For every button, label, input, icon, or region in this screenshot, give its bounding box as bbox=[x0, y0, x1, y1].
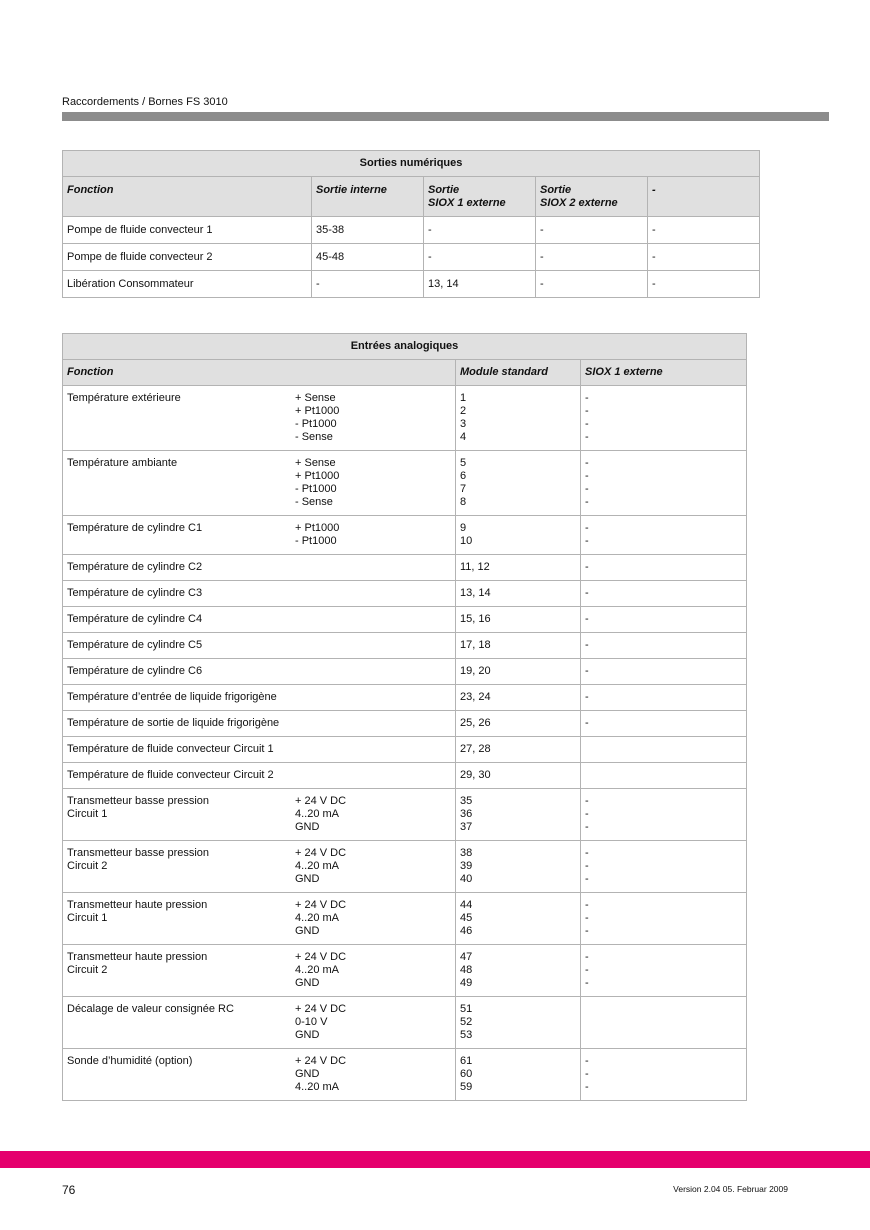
table-row bbox=[63, 633, 747, 659]
signal-line: GND bbox=[295, 873, 320, 885]
label-line: Température de sortie de liquide frigorigène bbox=[67, 717, 280, 729]
module-cell bbox=[456, 711, 581, 737]
terminal-line: 35 bbox=[460, 795, 473, 807]
function-cell bbox=[63, 516, 456, 555]
function-layout bbox=[67, 1003, 451, 1042]
function-label bbox=[67, 691, 295, 704]
module-cell bbox=[456, 945, 581, 997]
terminal-line: - bbox=[585, 522, 589, 534]
terminal-line: 4 bbox=[460, 431, 467, 443]
column-header bbox=[63, 177, 312, 217]
terminal-line: - bbox=[585, 964, 589, 976]
label-line: Circuit 1 bbox=[67, 912, 108, 924]
function-layout bbox=[67, 392, 451, 444]
digital-outputs-table bbox=[62, 150, 760, 298]
header-line: SIOX 2 externe bbox=[540, 197, 618, 209]
table-row bbox=[63, 945, 747, 997]
terminal-line: 6 bbox=[460, 470, 467, 482]
signal-line: - Sense bbox=[295, 431, 333, 443]
terminal-line: - bbox=[585, 431, 589, 443]
terminal-line: - bbox=[585, 795, 589, 807]
module-cell bbox=[456, 763, 581, 789]
header-line: Fonction bbox=[67, 184, 114, 196]
function-cell bbox=[63, 893, 456, 945]
terminal-line: 47 bbox=[460, 951, 473, 963]
signal-line: GND bbox=[295, 1029, 320, 1041]
function-layout bbox=[67, 743, 451, 756]
table-cell: - bbox=[312, 271, 424, 298]
siox-cell bbox=[581, 1049, 747, 1101]
terminal-line: - bbox=[585, 457, 589, 469]
siox-cell bbox=[581, 841, 747, 893]
table-row bbox=[63, 737, 747, 763]
function-cell bbox=[63, 997, 456, 1049]
table-row bbox=[63, 763, 747, 789]
terminal-line: 27, 28 bbox=[460, 743, 491, 755]
function-label bbox=[67, 587, 295, 600]
siox-cell bbox=[581, 685, 747, 711]
signal-line: + Pt1000 bbox=[295, 405, 340, 417]
table-cell: - bbox=[536, 271, 648, 298]
terminal-line: 23, 24 bbox=[460, 691, 491, 703]
function-label bbox=[67, 613, 295, 626]
signal-line: + Sense bbox=[295, 457, 336, 469]
terminal-line: 60 bbox=[460, 1068, 473, 1080]
function-cell bbox=[63, 386, 456, 451]
signal-line: GND bbox=[295, 977, 320, 989]
column-header bbox=[648, 177, 760, 217]
signal-line: - Pt1000 bbox=[295, 535, 337, 547]
terminal-line: 49 bbox=[460, 977, 473, 989]
siox-cell bbox=[581, 555, 747, 581]
terminal-line: - bbox=[585, 847, 589, 859]
table-row bbox=[63, 607, 747, 633]
siox-cell bbox=[581, 997, 747, 1049]
table-row bbox=[63, 217, 760, 244]
table-row bbox=[63, 685, 747, 711]
terminal-line: 52 bbox=[460, 1016, 473, 1028]
terminal-line: 29, 30 bbox=[460, 769, 491, 781]
terminal-line: 37 bbox=[460, 821, 473, 833]
terminal-line: 25, 26 bbox=[460, 717, 491, 729]
siox-cell bbox=[581, 737, 747, 763]
table-cell: Libération Consommateur bbox=[63, 271, 312, 298]
label-line: Température extérieure bbox=[67, 392, 181, 404]
terminal-line: 5 bbox=[460, 457, 467, 469]
table-row bbox=[63, 451, 747, 516]
table-cell: - bbox=[536, 244, 648, 271]
column-header bbox=[536, 177, 648, 217]
table-row bbox=[63, 789, 747, 841]
terminal-line: 61 bbox=[460, 1055, 473, 1067]
signal-line: 4..20 mA bbox=[295, 964, 340, 976]
terminal-line: 53 bbox=[460, 1029, 473, 1041]
terminal-line: - bbox=[585, 860, 589, 872]
module-cell bbox=[456, 737, 581, 763]
table-cell: - bbox=[536, 217, 648, 244]
header-line: Sortie interne bbox=[316, 184, 387, 196]
module-cell bbox=[456, 789, 581, 841]
page-header-title: Raccordements / Bornes FS 3010 bbox=[62, 96, 228, 108]
terminal-line: - bbox=[585, 1081, 589, 1093]
signal-line: GND bbox=[295, 821, 320, 833]
module-cell bbox=[456, 386, 581, 451]
table-cell: 45-48 bbox=[312, 244, 424, 271]
siox-cell bbox=[581, 893, 747, 945]
terminal-line: 1 bbox=[460, 392, 467, 404]
function-label bbox=[67, 457, 295, 509]
function-cell bbox=[63, 659, 456, 685]
signal-line: + Pt1000 bbox=[295, 522, 340, 534]
siox-cell bbox=[581, 945, 747, 997]
function-layout bbox=[67, 665, 451, 678]
terminal-line: - bbox=[585, 613, 589, 625]
terminal-line: - bbox=[585, 912, 589, 924]
terminal-line: 9 bbox=[460, 522, 467, 534]
module-cell bbox=[456, 516, 581, 555]
signal-list bbox=[295, 392, 339, 444]
signal-list bbox=[295, 795, 346, 834]
label-line: Température de cylindre C2 bbox=[67, 561, 203, 573]
terminal-line: 39 bbox=[460, 860, 473, 872]
label-line: Température de cylindre C6 bbox=[67, 665, 203, 677]
function-layout bbox=[67, 522, 451, 548]
signal-list bbox=[295, 457, 339, 509]
siox-cell bbox=[581, 789, 747, 841]
function-cell bbox=[63, 763, 456, 789]
function-label bbox=[67, 847, 295, 886]
signal-line: - Sense bbox=[295, 496, 333, 508]
signal-line: GND bbox=[295, 925, 320, 937]
terminal-line: - bbox=[585, 561, 589, 573]
table-cell: Pompe de fluide convecteur 2 bbox=[63, 244, 312, 271]
function-cell bbox=[63, 789, 456, 841]
module-cell bbox=[456, 633, 581, 659]
terminal-line: 8 bbox=[460, 496, 467, 508]
siox-cell bbox=[581, 581, 747, 607]
label-line: Température de cylindre C3 bbox=[67, 587, 203, 599]
signal-line: 4..20 mA bbox=[295, 808, 340, 820]
terminal-line: 36 bbox=[460, 808, 473, 820]
function-cell bbox=[63, 451, 456, 516]
terminal-line: 59 bbox=[460, 1081, 473, 1093]
table-title: Sorties numériques bbox=[63, 151, 760, 177]
label-line: Transmetteur haute pression bbox=[67, 951, 208, 963]
table-row bbox=[63, 711, 747, 737]
terminal-line: - bbox=[585, 808, 589, 820]
terminal-line: - bbox=[585, 392, 589, 404]
terminal-line: - bbox=[585, 639, 589, 651]
terminal-line: 19, 20 bbox=[460, 665, 491, 677]
terminal-line: 10 bbox=[460, 535, 473, 547]
function-layout bbox=[67, 639, 451, 652]
function-layout bbox=[67, 899, 451, 938]
terminal-line: 40 bbox=[460, 873, 473, 885]
signal-list bbox=[295, 1003, 346, 1042]
module-cell bbox=[456, 997, 581, 1049]
label-line: Circuit 2 bbox=[67, 964, 108, 976]
table-row bbox=[63, 555, 747, 581]
function-cell bbox=[63, 711, 456, 737]
terminal-line: - bbox=[585, 1055, 589, 1067]
table-row bbox=[63, 659, 747, 685]
terminal-line: - bbox=[585, 496, 589, 508]
terminal-line: - bbox=[585, 925, 589, 937]
table-cell: - bbox=[424, 244, 536, 271]
signal-line: + 24 V DC bbox=[295, 1003, 347, 1015]
siox-cell bbox=[581, 711, 747, 737]
table-row bbox=[63, 997, 747, 1049]
signal-list bbox=[295, 899, 346, 938]
terminal-line: 15, 16 bbox=[460, 613, 491, 625]
signal-line: + Sense bbox=[295, 392, 336, 404]
label-line: Transmetteur basse pression bbox=[67, 795, 210, 807]
function-layout bbox=[67, 1055, 451, 1094]
table-row bbox=[63, 244, 760, 271]
terminal-line: - bbox=[585, 717, 589, 729]
signal-list bbox=[295, 847, 346, 886]
function-layout bbox=[67, 457, 451, 509]
table-row bbox=[63, 1049, 747, 1101]
footer-accent-bar bbox=[0, 1151, 870, 1168]
terminal-line: - bbox=[585, 691, 589, 703]
function-label bbox=[67, 769, 295, 782]
signal-list bbox=[295, 522, 339, 548]
siox-cell bbox=[581, 607, 747, 633]
terminal-line: - bbox=[585, 873, 589, 885]
label-line: Circuit 2 bbox=[67, 860, 108, 872]
table-cell: 13, 14 bbox=[424, 271, 536, 298]
terminal-line: - bbox=[585, 665, 589, 677]
label-line: Température de fluide convecteur Circuit 2 bbox=[67, 769, 274, 781]
label-line: Transmetteur basse pression bbox=[67, 847, 210, 859]
table-row bbox=[63, 516, 747, 555]
signal-list bbox=[295, 1055, 346, 1094]
signal-line: 4..20 mA bbox=[295, 1081, 340, 1093]
table-title: Entrées analogiques bbox=[63, 334, 747, 360]
function-cell bbox=[63, 685, 456, 711]
label-line: Température d’entrée de liquide frigorigène bbox=[67, 691, 277, 703]
table-row bbox=[63, 581, 747, 607]
table-cell: - bbox=[648, 244, 760, 271]
function-label bbox=[67, 951, 295, 990]
signal-line: + 24 V DC bbox=[295, 847, 347, 859]
function-label bbox=[67, 665, 295, 678]
header-line: - bbox=[652, 184, 656, 196]
siox-cell bbox=[581, 386, 747, 451]
column-header: Fonction bbox=[63, 360, 456, 386]
terminal-line: 3 bbox=[460, 418, 467, 430]
function-layout bbox=[67, 717, 451, 730]
label-line: Température de cylindre C5 bbox=[67, 639, 203, 651]
function-layout bbox=[67, 951, 451, 990]
function-cell bbox=[63, 607, 456, 633]
function-label bbox=[67, 1003, 295, 1042]
signal-line: 4..20 mA bbox=[295, 860, 340, 872]
terminal-line: 13, 14 bbox=[460, 587, 491, 599]
function-label bbox=[67, 522, 295, 548]
table-row bbox=[63, 841, 747, 893]
terminal-line: 48 bbox=[460, 964, 473, 976]
function-layout bbox=[67, 769, 451, 782]
terminal-line: - bbox=[585, 899, 589, 911]
terminal-line: 51 bbox=[460, 1003, 473, 1015]
terminal-line: - bbox=[585, 483, 589, 495]
function-label bbox=[67, 392, 295, 444]
header-line: SIOX 1 externe bbox=[428, 197, 506, 209]
function-label bbox=[67, 639, 295, 652]
module-cell bbox=[456, 581, 581, 607]
table-row bbox=[63, 893, 747, 945]
function-layout bbox=[67, 561, 451, 574]
module-cell bbox=[456, 841, 581, 893]
function-layout bbox=[67, 587, 451, 600]
signal-line: 4..20 mA bbox=[295, 912, 340, 924]
terminal-line: - bbox=[585, 821, 589, 833]
column-header: SIOX 1 externe bbox=[581, 360, 747, 386]
siox-cell bbox=[581, 516, 747, 555]
table-row bbox=[63, 386, 747, 451]
function-label bbox=[67, 1055, 295, 1094]
table-cell: 35-38 bbox=[312, 217, 424, 244]
function-label bbox=[67, 743, 295, 756]
terminal-line: 11, 12 bbox=[460, 561, 490, 573]
terminal-line: 44 bbox=[460, 899, 473, 911]
function-layout bbox=[67, 691, 451, 704]
terminal-line: 45 bbox=[460, 912, 473, 924]
terminal-line: - bbox=[585, 977, 589, 989]
module-cell bbox=[456, 659, 581, 685]
function-label bbox=[67, 717, 295, 730]
siox-cell bbox=[581, 659, 747, 685]
siox-cell bbox=[581, 633, 747, 659]
version-info: Version 2.04 05. Februar 2009 bbox=[673, 1184, 788, 1194]
header-line: Sortie bbox=[540, 184, 572, 196]
label-line: Température de cylindre C4 bbox=[67, 613, 203, 625]
function-layout bbox=[67, 795, 451, 834]
signal-line: + 24 V DC bbox=[295, 1055, 347, 1067]
label-line: Circuit 1 bbox=[67, 808, 108, 820]
module-cell bbox=[456, 451, 581, 516]
terminal-line: - bbox=[585, 951, 589, 963]
header-line: Sortie bbox=[428, 184, 460, 196]
function-cell bbox=[63, 945, 456, 997]
table-cell: Pompe de fluide convecteur 1 bbox=[63, 217, 312, 244]
label-line: Température ambiante bbox=[67, 457, 178, 469]
function-cell bbox=[63, 581, 456, 607]
header-bar bbox=[62, 112, 829, 121]
terminal-line: - bbox=[585, 1068, 589, 1080]
label-line: Transmetteur haute pression bbox=[67, 899, 208, 911]
column-header bbox=[424, 177, 536, 217]
siox-cell bbox=[581, 451, 747, 516]
terminal-line: - bbox=[585, 405, 589, 417]
signal-line: + 24 V DC bbox=[295, 795, 347, 807]
terminal-line: 7 bbox=[460, 483, 467, 495]
terminal-line: 38 bbox=[460, 847, 473, 859]
label-line: Sonde d’humidité (option) bbox=[67, 1055, 193, 1067]
analog-inputs-table bbox=[62, 333, 747, 1101]
column-header: Module standard bbox=[456, 360, 581, 386]
module-cell bbox=[456, 685, 581, 711]
module-cell bbox=[456, 607, 581, 633]
signal-line: GND bbox=[295, 1068, 320, 1080]
function-layout bbox=[67, 847, 451, 886]
function-label bbox=[67, 899, 295, 938]
function-layout bbox=[67, 613, 451, 626]
function-cell bbox=[63, 737, 456, 763]
table-cell: - bbox=[648, 217, 760, 244]
table-cell: - bbox=[648, 271, 760, 298]
signal-line: + Pt1000 bbox=[295, 470, 340, 482]
function-cell bbox=[63, 841, 456, 893]
module-cell bbox=[456, 893, 581, 945]
terminal-line: - bbox=[585, 587, 589, 599]
terminal-line: 46 bbox=[460, 925, 473, 937]
function-label bbox=[67, 561, 295, 574]
function-label bbox=[67, 795, 295, 834]
signal-list bbox=[295, 951, 346, 990]
siox-cell bbox=[581, 763, 747, 789]
terminal-line: 17, 18 bbox=[460, 639, 491, 651]
function-cell bbox=[63, 555, 456, 581]
terminal-line: - bbox=[585, 535, 589, 547]
label-line: Décalage de valeur consignée RC bbox=[67, 1003, 234, 1015]
label-line: Température de cylindre C1 bbox=[67, 522, 203, 534]
terminal-line: - bbox=[585, 418, 589, 430]
table-row bbox=[63, 271, 760, 298]
table-cell: - bbox=[424, 217, 536, 244]
module-cell bbox=[456, 555, 581, 581]
function-cell bbox=[63, 633, 456, 659]
signal-line: - Pt1000 bbox=[295, 418, 337, 430]
terminal-line: - bbox=[585, 470, 589, 482]
signal-line: + 24 V DC bbox=[295, 951, 347, 963]
label-line: Température de fluide convecteur Circuit 1 bbox=[67, 743, 274, 755]
signal-line: 0-10 V bbox=[295, 1016, 328, 1028]
signal-line: - Pt1000 bbox=[295, 483, 337, 495]
page-number: 76 bbox=[62, 1183, 76, 1197]
column-header bbox=[312, 177, 424, 217]
module-cell bbox=[456, 1049, 581, 1101]
function-cell bbox=[63, 1049, 456, 1101]
terminal-line: 2 bbox=[460, 405, 467, 417]
signal-line: + 24 V DC bbox=[295, 899, 347, 911]
